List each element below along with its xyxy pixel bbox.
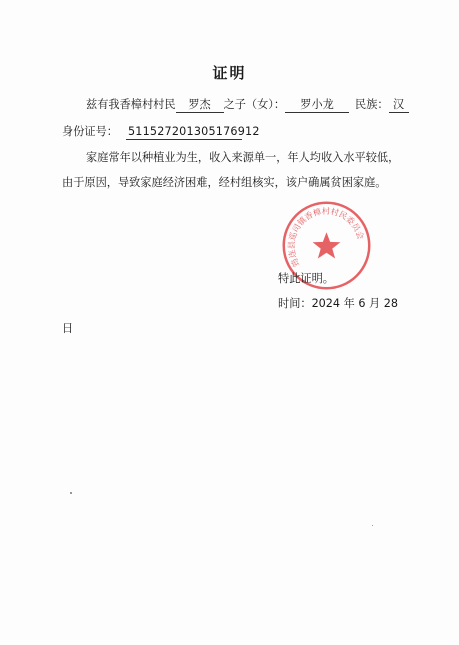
- scan-speck: [70, 492, 72, 494]
- resident-line: [86, 98, 409, 113]
- document-title: 证明: [212, 64, 247, 82]
- ethnicity-label: 民族：: [355, 98, 389, 111]
- star-icon: [313, 232, 341, 258]
- father-name-field: 罗杰: [176, 98, 224, 113]
- seal-text: 筠连县巡司镇香樟村村民委员会: [286, 205, 367, 269]
- date-wrap: 日: [62, 322, 74, 335]
- date-line: 时间：2024 年 6 月 28: [278, 297, 398, 310]
- id-line: [62, 125, 260, 140]
- resident-prefix: 兹有我香樟村村民: [86, 98, 176, 111]
- scan-speck: [372, 525, 373, 526]
- body-line-2: 由于原因，导致家庭经济困难，经村组核实，该户确属贫困家庭。: [62, 176, 387, 189]
- id-label: 身份证号：: [62, 125, 118, 138]
- body-line-1: 家庭常年以种植业为生，收入来源单一，年人均收入水平较低，: [86, 151, 400, 164]
- id-number-field: 511527201305176912: [127, 125, 260, 138]
- relation-label: 之子（女）：: [223, 98, 286, 111]
- ethnicity-field: 汉: [389, 98, 409, 113]
- closing-text: 特此证明。: [278, 272, 334, 285]
- child-name-field: 罗小龙: [285, 98, 349, 113]
